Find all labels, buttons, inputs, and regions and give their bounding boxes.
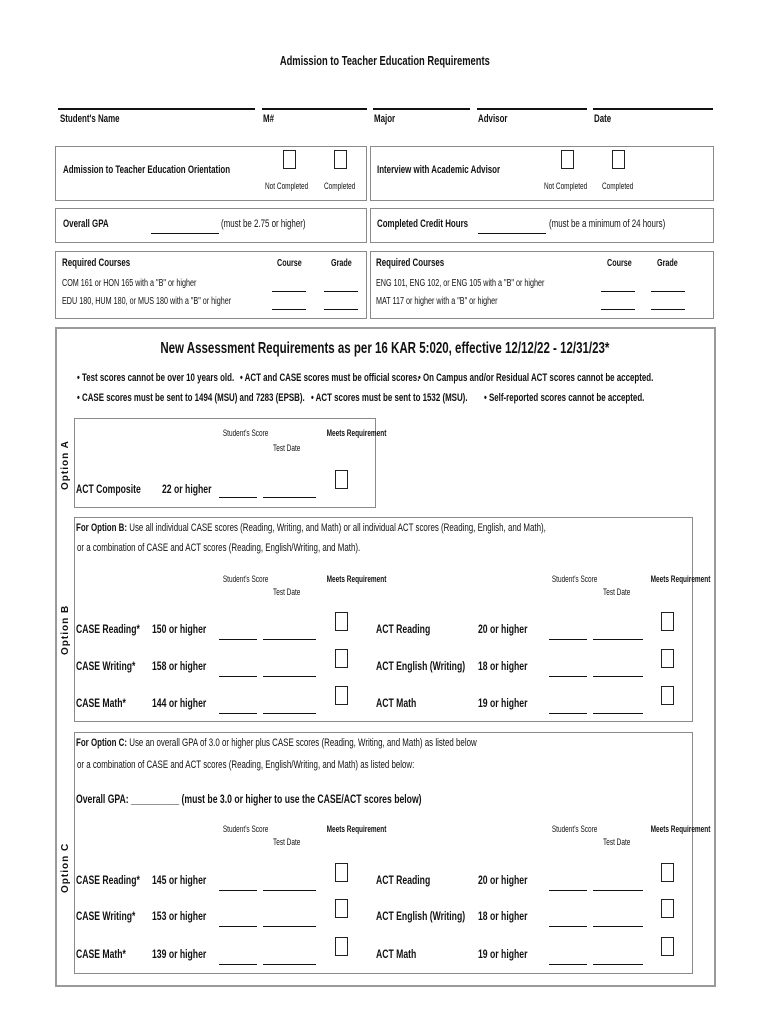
act-requirement: 19 or higher [478,947,528,961]
interview-not-completed-checkbox[interactable] [561,150,574,169]
meets-requirement-checkbox[interactable] [335,863,348,882]
student-name-line [58,108,255,110]
act-requirement: 18 or higher [478,659,528,673]
date-line [593,108,713,110]
meets-header: Meets Requirement [326,824,387,834]
act-composite-requirement: 22 or higher [162,482,212,496]
orientation-label: Admission to Teacher Education Orientation [63,164,231,176]
orientation-completed-checkbox[interactable] [334,150,347,169]
score-input-line[interactable] [219,639,257,640]
assessment-bullet: • On Campus and/or Residual ACT scores cannot be accepted. [418,372,654,384]
act-test-label: ACT Math [376,947,417,961]
meets-header: Meets Requirement [326,428,387,438]
test-date-input-line[interactable] [263,926,316,927]
score-header: Student's Score [551,574,598,584]
course-input-line[interactable] [272,309,306,310]
meets-requirement-checkbox[interactable] [335,937,348,956]
case-test-label: CASE Reading* [76,622,140,636]
gpa-note: (must be 2.75 or higher) [221,218,306,230]
option-b-intro-line2: or a combination of CASE and ACT scores (Reading, English/Writing, and Math). [77,542,361,554]
interview-not-completed-label: Not Completed [544,181,588,191]
score-input-line[interactable] [549,676,587,677]
meets-header: Meets Requirement [326,574,387,584]
score-header: Student's Score [222,824,269,834]
required-course-item: MAT 117 or higher with a "B" or higher [376,296,498,307]
interview-completed-checkbox[interactable] [612,150,625,169]
meets-requirement-checkbox[interactable] [335,686,348,705]
meets-header: Meets Requirement [650,824,711,834]
test-date-input-line[interactable] [593,639,643,640]
score-header: Student's Score [551,824,598,834]
assessment-bullet: • ACT scores must be sent to 1532 (MSU). [311,392,468,404]
test-date-header: Test Date [273,587,301,597]
score-input-line[interactable] [549,890,587,891]
case-requirement: 158 or higher [152,659,207,673]
page-title: Admission to Teacher Education Requirements [280,53,490,68]
grade-input-line[interactable] [324,309,358,310]
test-date-input-line[interactable] [593,890,643,891]
act-requirement: 19 or higher [478,696,528,710]
required-courses-heading-right: Required Courses [376,257,445,269]
meets-requirement-checkbox[interactable] [335,899,348,918]
score-input-line[interactable] [219,676,257,677]
act-test-label: ACT Reading [376,873,431,887]
score-header: Student's Score [222,428,269,438]
option-a-label: Option A [60,440,71,490]
act-test-label: ACT English (Writing) [376,659,466,673]
act-composite-label: ACT Composite [76,482,141,496]
test-date-input-line[interactable] [593,676,643,677]
m-number-field[interactable]: M# [263,113,275,125]
meets-header: Meets Requirement [650,574,711,584]
act-test-label: ACT Reading [376,622,431,636]
major-line [373,108,470,110]
score-input-line[interactable] [549,926,587,927]
score-input-line[interactable] [219,964,257,965]
score-input-line[interactable] [549,639,587,640]
case-test-label: CASE Writing* [76,659,136,673]
course-input-line[interactable] [272,291,306,292]
credit-hours-label: Completed Credit Hours [377,218,469,230]
act-requirement: 20 or higher [478,873,528,887]
course-input-line[interactable] [601,291,635,292]
meets-requirement-checkbox[interactable] [661,649,674,668]
assessment-bullet: • Test scores cannot be over 10 years old. [77,372,235,384]
score-input-line[interactable] [219,497,257,498]
test-date-header: Test Date [273,443,301,453]
test-date-input-line[interactable] [593,926,643,927]
option-c-label: Option C [60,842,71,893]
assessment-heading: New Assessment Requirements as per 16 KAR 5:020, effective 12/12/22 - 12/31/23* [160,340,610,357]
required-course-item: EDU 180, HUM 180, or MUS 180 with a "B" or higher [62,296,232,307]
act-test-label: ACT English (Writing) [376,909,466,923]
course-header-right: Course [607,258,632,269]
orientation-not-completed-label: Not Completed [265,181,309,191]
advisor-line [477,108,587,110]
meets-requirement-checkbox[interactable] [661,899,674,918]
assessment-bullet: • ACT and CASE scores must be official scores. [240,372,420,384]
orientation-not-completed-checkbox[interactable] [283,150,296,169]
case-requirement: 150 or higher [152,622,207,636]
option-c-intro: For Option C: Use an overall GPA of 3.0 or higher plus CASE scores (Reading, Writing, and Math) as listed below [76,737,477,749]
option-c-gpa-line: Overall GPA: __________ (must be 3.0 or higher to use the CASE/ACT scores below) [76,792,422,806]
course-header-left: Course [277,258,302,269]
case-requirement: 153 or higher [152,909,207,923]
test-date-header: Test Date [603,837,631,847]
option-b-label: Option B [60,604,71,655]
interview-label: Interview with Academic Advisor [377,164,501,176]
test-date-input-line[interactable] [593,713,643,714]
m-number-line [262,108,367,110]
score-input-line[interactable] [219,713,257,714]
credit-hours-note: (must be a minimum of 24 hours) [549,218,666,230]
date-field[interactable]: Date [594,113,612,125]
score-input-line[interactable] [549,964,587,965]
meets-requirement-checkbox[interactable] [335,612,348,631]
test-date-input-line[interactable] [263,676,316,677]
assessment-bullet: • Self-reported scores cannot be accepted. [484,392,645,404]
required-courses-heading-left: Required Courses [62,257,131,269]
grade-input-line[interactable] [651,291,685,292]
case-requirement: 144 or higher [152,696,207,710]
case-test-label: CASE Reading* [76,873,140,887]
gpa-label: Overall GPA [63,218,109,230]
course-input-line[interactable] [601,309,635,310]
act-requirement: 18 or higher [478,909,528,923]
required-course-item: COM 161 or HON 165 with a "B" or higher [62,278,197,289]
test-date-input-line[interactable] [593,964,643,965]
meets-requirement-checkbox[interactable] [335,649,348,668]
meets-requirement-checkbox[interactable] [661,863,674,882]
meets-requirement-checkbox[interactable] [661,612,674,631]
option-c-intro-line2: or a combination of CASE and ACT scores (Reading, English/Writing, and Math) as listed below: [77,759,415,771]
test-date-header: Test Date [603,587,631,597]
option-b-intro: For Option B: Use all individual CASE scores (Reading, Writing, and Math) or all individual ACT scores (Reading, English, and Math), [76,522,546,534]
case-test-label: CASE Writing* [76,909,136,923]
interview-completed-label: Completed [602,181,634,191]
test-date-header: Test Date [273,837,301,847]
required-course-item: ENG 101, ENG 102, or ENG 105 with a "B" or higher [376,278,545,289]
test-date-input-line[interactable] [263,639,316,640]
credit-hours-input-line[interactable] [478,233,546,234]
grade-input-line[interactable] [651,309,685,310]
case-test-label: CASE Math* [76,696,126,710]
act-test-label: ACT Math [376,696,417,710]
case-requirement: 145 or higher [152,873,207,887]
test-date-input-line[interactable] [263,713,316,714]
meets-requirement-checkbox[interactable] [661,686,674,705]
student-name-field[interactable]: Student's Name [60,113,120,125]
grade-header-right: Grade [657,258,678,269]
major-field[interactable]: Major [374,113,396,125]
advisor-field[interactable]: Advisor [478,113,508,125]
case-test-label: CASE Math* [76,947,126,961]
test-date-input-line[interactable] [263,497,316,498]
orientation-completed-label: Completed [324,181,356,191]
assessment-bullet: • CASE scores must be sent to 1494 (MSU) and 7283 (EPSB). [77,392,305,404]
score-input-line[interactable] [219,926,257,927]
score-header: Student's Score [222,574,269,584]
meets-requirement-checkbox[interactable] [335,470,348,489]
score-input-line[interactable] [219,890,257,891]
act-requirement: 20 or higher [478,622,528,636]
gpa-input-line[interactable] [151,233,219,234]
grade-header-left: Grade [331,258,352,269]
case-requirement: 139 or higher [152,947,207,961]
score-input-line[interactable] [549,713,587,714]
test-date-input-line[interactable] [263,964,316,965]
grade-input-line[interactable] [324,291,358,292]
meets-requirement-checkbox[interactable] [661,937,674,956]
test-date-input-line[interactable] [263,890,316,891]
